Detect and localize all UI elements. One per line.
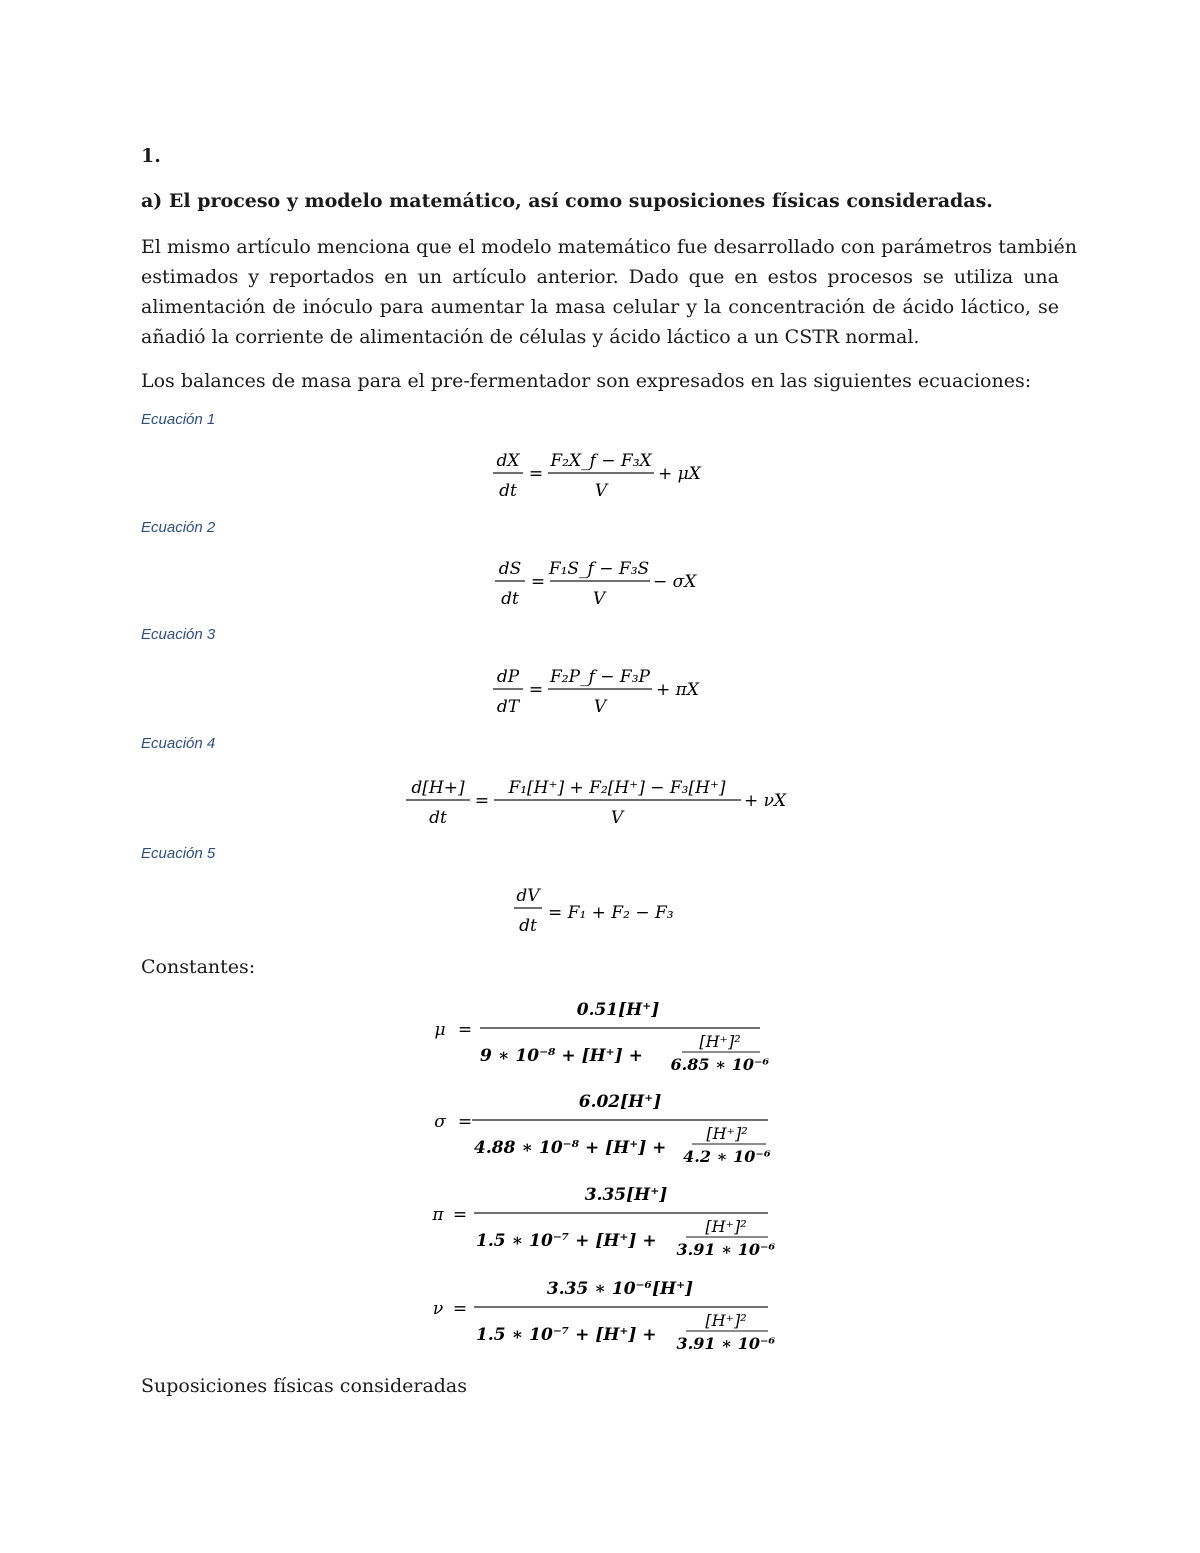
eq-lhs-den: dt <box>429 808 447 828</box>
equation-caption: Ecuación 1 <box>141 411 216 428</box>
eq-tail: − σX <box>653 572 697 592</box>
constant-numerator: 6.02[H⁺] <box>578 1092 662 1112</box>
eq-lhs-den: dt <box>499 481 517 501</box>
constant-sigma <box>420 1087 800 1167</box>
constants-label: Constantes: <box>141 956 256 978</box>
constant-nu <box>420 1274 800 1354</box>
equation-caption: Ecuación 3 <box>141 626 216 643</box>
constant-symbol: μ <box>434 1020 446 1040</box>
paragraph-line: alimentación de inóculo para aumentar la masa celular y la concentración de ácido láctico, se <box>141 296 1059 318</box>
constant-den-frac-num: [H⁺]² <box>705 1217 747 1236</box>
eq-rhs-num: F₂X_f − F₃X <box>550 451 652 471</box>
constant-numerator: 3.35 ∗ 10⁻⁶[H⁺] <box>546 1279 694 1299</box>
constant-den-a: 1.5 ∗ 10⁻⁷ + [H⁺] + <box>476 1231 657 1251</box>
paragraph-line: El mismo artículo menciona que el modelo matemático fue desarrollado con parámetros también <box>141 236 1077 258</box>
constant-mu <box>420 995 800 1075</box>
paragraph-line: estimados y reportados en un artículo anterior. Dado que en estos procesos se utiliza una <box>141 266 1059 288</box>
svg-text:=: = <box>457 1112 473 1132</box>
constant-den-frac-num: [H⁺]² <box>706 1124 748 1143</box>
eq-tail: + νX <box>744 791 787 811</box>
eq-lhs-num: dX <box>496 451 520 471</box>
eq-lhs-num: dV <box>516 886 540 906</box>
equation-caption: Ecuación 2 <box>141 519 216 536</box>
constant-numerator: 3.35[H⁺] <box>584 1185 668 1205</box>
eq-tail: + πX <box>656 680 699 700</box>
equation-5 <box>500 880 720 942</box>
eq-rhs-den: V <box>610 808 624 828</box>
constant-den-frac-den: 4.2 ∗ 10⁻⁶ <box>683 1147 771 1166</box>
eq-rhs-den: V <box>593 697 607 717</box>
svg-text:=: = <box>530 572 546 592</box>
section-number: 1. <box>141 145 161 167</box>
balances-intro: Los balances de masa para el pre-fermentador son expresados en las siguientes ecuaciones: <box>141 370 1032 392</box>
constant-den-a: 9 ∗ 10⁻⁸ + [H⁺] + <box>480 1046 643 1066</box>
constant-den-frac-den: 3.91 ∗ 10⁻⁶ <box>676 1334 776 1353</box>
equation-caption: Ecuación 5 <box>141 845 216 862</box>
constant-den-frac-den: 3.91 ∗ 10⁻⁶ <box>676 1240 776 1259</box>
constant-den-frac-num: [H⁺]² <box>705 1311 747 1330</box>
eq-rhs: = F₁ + F₂ − F₃ <box>548 903 674 923</box>
svg-text:=: = <box>457 1020 473 1040</box>
eq-rhs-num: F₁S_f − F₃S <box>548 559 650 579</box>
equation-1 <box>480 445 740 507</box>
equation-2 <box>480 553 740 615</box>
equation-caption: Ecuación 4 <box>141 735 216 752</box>
eq-lhs-num: dP <box>496 667 520 687</box>
eq-rhs-num: F₂P_f − F₃P <box>550 667 650 687</box>
svg-text:=: = <box>528 464 544 484</box>
svg-text:=: = <box>528 680 544 700</box>
subheading: a) El proceso y modelo matemático, así como suposiciones físicas consideradas. <box>141 190 993 212</box>
equation-3 <box>480 661 740 723</box>
eq-lhs-den: dt <box>519 916 537 936</box>
constant-symbol: σ <box>434 1112 446 1132</box>
constant-pi <box>420 1180 800 1260</box>
eq-lhs-den: dT <box>496 697 520 717</box>
eq-lhs-den: dt <box>501 589 519 609</box>
constant-den-a: 4.88 ∗ 10⁻⁸ + [H⁺] + <box>474 1138 667 1158</box>
closing-line: Suposiciones físicas consideradas <box>141 1375 468 1397</box>
constant-symbol: ν <box>432 1299 444 1319</box>
svg-text:=: = <box>452 1299 468 1319</box>
eq-rhs-den: V <box>592 589 606 609</box>
equation-4 <box>400 772 820 834</box>
svg-text:=: = <box>452 1205 468 1225</box>
eq-rhs-den: V <box>594 481 608 501</box>
eq-rhs-num: F₁[H⁺] + F₂[H⁺] − F₃[H⁺] <box>508 778 726 798</box>
eq-lhs-num: d[H+] <box>411 778 465 798</box>
intro-paragraph <box>141 232 1077 352</box>
paragraph-line: añadió la corriente de alimentación de células y ácido láctico a un CSTR normal. <box>141 326 920 348</box>
constant-den-frac-den: 6.85 ∗ 10⁻⁶ <box>670 1055 770 1074</box>
eq-lhs-num: dS <box>498 559 522 579</box>
constant-symbol: π <box>432 1205 444 1225</box>
svg-text:=: = <box>474 791 490 811</box>
constant-numerator: 0.51[H⁺] <box>576 1000 660 1020</box>
constant-den-frac-num: [H⁺]² <box>699 1032 741 1051</box>
constant-den-a: 1.5 ∗ 10⁻⁷ + [H⁺] + <box>476 1325 657 1345</box>
eq-tail: + μX <box>658 464 701 484</box>
